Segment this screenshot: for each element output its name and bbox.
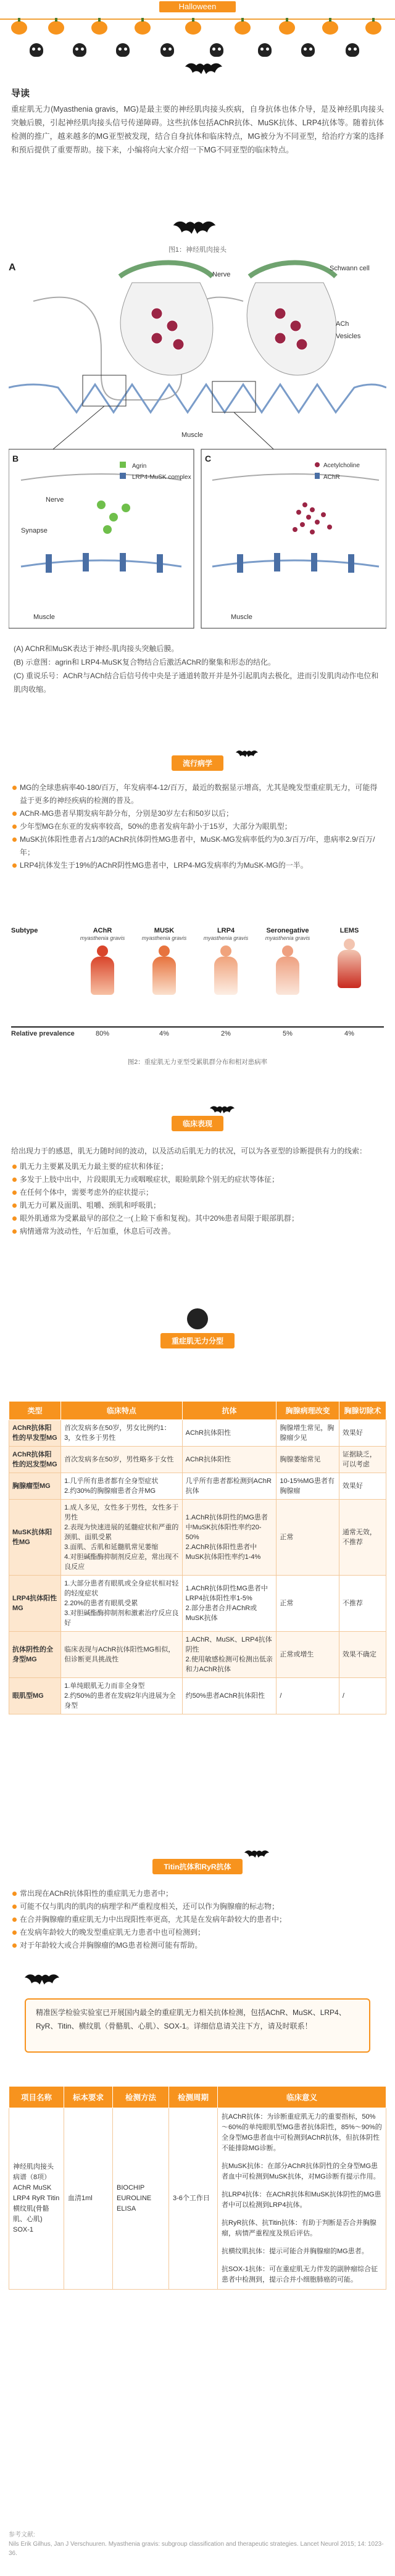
col-header: 胸腺病理改变 (276, 1402, 339, 1420)
meaning-para: 抗LRP4抗体：在AChR抗体和MuSK抗体阴性的MG患者中可以检测到LRP4抗体。 (222, 2191, 381, 2209)
halloween-banner (0, 0, 395, 86)
pumpkin-icon (279, 21, 295, 35)
body-figure-icon (149, 945, 180, 997)
table-cell: 1.成人多见，女性多于男性，女性多于男性 2.表现为快速进展的延髓症状和严重的颈肌、面肌受累 3.面肌、舌肌和延髓肌常见萎缩 4.对胆碱酯酶抑制剂反应差，常出现不良反应 (61, 1500, 183, 1576)
table-cell: 效果好 (339, 1420, 386, 1447)
subtype-name: MUSK (154, 927, 175, 934)
legend-line: (B) 示意图：agrin和 LRP4-MuSK复合物结合后激活AChR的聚集和形态的结化。 (14, 658, 276, 667)
nerve-label-b: Nerve (46, 496, 64, 504)
halloween-tag: Halloween (159, 1, 236, 12)
table-row (9, 1447, 386, 1473)
list-item: 眼外肌通常为受累最早的部位之一(上睑下垂和复视)。其中20%患者局限于眼部肌群； (11, 1212, 384, 1225)
lrp4-musk-label: LRP4-MuSK complex (132, 474, 191, 481)
pumpkin-icon (235, 21, 251, 35)
subtype-name: LRP4 (217, 927, 235, 934)
table-header-row (9, 1402, 386, 1420)
table-cell: 首次发病多在50岁，男性略多于女性 (61, 1447, 183, 1473)
table-cell: 1.AChR抗体阴性MG患者中LRP4抗体阳性率1-5% 2.部分患者合并AChR或MuSK抗体 (182, 1576, 276, 1632)
bat-icon (25, 1972, 59, 1993)
subtype-achr (73, 927, 132, 1016)
table-row (9, 2108, 386, 2290)
table-cell: MuSK抗体阳性MG (9, 1500, 61, 1576)
subtype-name: AChR (93, 927, 112, 934)
table-cell: AChR抗体阳性的早发型MG (9, 1420, 61, 1447)
prevalence-value: 80% (95, 1030, 110, 1037)
table-cell: 临床表现与AChR抗体阳性MG相似，但诊断更具挑战性 (61, 1632, 183, 1678)
classification-table (9, 1401, 386, 1714)
list-item: 在发病年龄较大的晚发型重症肌无力患者中也可检测到； (11, 1926, 384, 1939)
subtype-graphic (11, 927, 384, 1016)
meaning-para: 抗AChR抗体：为诊断重症肌无力的重要指标，50%～60%的单纯眼肌型MG患者抗体阳性，85%～90%的全身型MG患者血中可检测到AChR抗体，但抗体阴性不能排除MG诊断。 (222, 2113, 382, 2152)
meaning-para: 抗MuSK抗体：在部分AChR抗体阴性的全身型MG患者血中可检测到MuSK抗体，对MG诊断有提示作用。 (222, 2163, 380, 2180)
prevalence-value: 4% (159, 1030, 169, 1037)
clinical-lead: 给出现力于的感恩，肌无力随时间的波动，以及活动后肌无力的状况，可以为各亚型的诊断提供有力的线索： (11, 1147, 367, 1155)
panel-c-label: C (205, 454, 212, 463)
achr-label: AChR (323, 474, 340, 481)
section-title: 流行病学 (172, 755, 223, 771)
vesicles-label: Vesicles (336, 333, 361, 340)
skull-icon (346, 43, 359, 57)
garland-line (0, 19, 395, 20)
bat-icon (173, 220, 216, 244)
subtype-seronegative (258, 927, 317, 1016)
agrin-label: Agrin (132, 463, 147, 470)
subtype-name: LEMS (339, 927, 359, 934)
col-header: 项目名称 (9, 2087, 64, 2108)
skull-icon (301, 43, 315, 57)
table-cell: 胸腺增生常见，胸腺瘤少见 (276, 1420, 339, 1447)
table-cell: 抗体阴性的全身型MG (9, 1632, 61, 1678)
specimen: 血清1ml (64, 2108, 113, 2290)
col-header: 标本要求 (64, 2087, 113, 2108)
table-cell: 正常 (276, 1500, 339, 1576)
bat-icon (185, 62, 222, 83)
acetylcholine-label: Acetylcholine (323, 462, 360, 469)
intro-title: 导读 (11, 88, 30, 99)
table-cell: 正常 (276, 1576, 339, 1632)
list-item: 在合并胸腺瘤的重症肌无力中出现阳性率更高，尤其是在发病年龄较大的患者中； (11, 1913, 384, 1926)
body-figure-icon (87, 945, 118, 997)
table-cell: 通常无效，不推荐 (339, 1500, 386, 1576)
section-epidemiology-header (0, 755, 395, 771)
cat-icon (187, 1308, 208, 1329)
lab-notice: 精准医学检验实验室已开展国内最全的重症肌无力相关抗体检测，包括AChR、MuSK、LRP4、RyR、Titin、横纹肌（骨骼肌、心肌）、SOX-1。详细信息请关注下方，请及时联系！ (25, 1998, 370, 2053)
body-figure-icon (272, 945, 303, 997)
clinical-list (11, 1145, 384, 1238)
pumpkin-icon (322, 21, 338, 35)
table-cell: 1.大部分患者有眼肌或全身症状相对轻的轻度症状 2.20%的患者有眼肌受累 3.对胆碱酯酶抑制剂和激素治疗反应良好 (61, 1576, 183, 1632)
col-header: 胸腺切除术 (339, 1402, 386, 1420)
table-row (9, 1632, 386, 1678)
figure-1-caption-row (0, 220, 395, 257)
pumpkin-icon (11, 21, 27, 35)
section-title: Titin抗体和RyR抗体 (152, 1859, 242, 1874)
section-classification-header (0, 1308, 395, 1348)
section-title: 重症肌无力分型 (160, 1333, 235, 1348)
prevalence-row (11, 1026, 384, 1041)
list-item: 在任何个体中，需要考虑外的症状提示； (11, 1186, 384, 1199)
list-item: 肌无力主要累及肌无力最主要的症状和体征； (11, 1160, 384, 1173)
meaning-cell (218, 2108, 386, 2290)
body-figure-icon (210, 945, 241, 997)
table-cell: AChR抗体阳性 (182, 1447, 276, 1473)
table-row (9, 1678, 386, 1714)
meaning-para: 抗横纹肌抗体：提示可能合并胸腺瘤的MG患者。 (222, 2248, 368, 2255)
list-item: 可能不仅与肌肉的肌肉的病理学和严重程度相关，还可以作为胸腺瘤的标志物； (11, 1900, 384, 1913)
table-cell: 眼肌型MG (9, 1678, 61, 1714)
list-item: 多发于上肢中出中，片段眼肌无力或咽喉症状，眼睑肌除个别无的症状等体征； (11, 1173, 384, 1186)
period: 3-6个工作日 (169, 2108, 218, 2290)
schwann-label: Schwann cell (330, 265, 370, 272)
bat-icon (210, 1105, 235, 1121)
bat-icon (244, 1849, 269, 1865)
meaning-para: 抗SOX-1抗体：可在重症肌无力伴发的副肿瘤综合征患者中检测到，提示合并小细胞肺癌的可能。 (222, 2266, 378, 2283)
body-figure-icon (334, 939, 365, 991)
list-item: 常出现在AChR抗体阳性的重症肌无力患者中； (11, 1887, 384, 1900)
detection-table (9, 2086, 386, 2290)
bat-icon (236, 748, 258, 764)
list-item: LRP4抗体发生于19%的AChR阴性MG患者中，LRP4-MG发病率约为MuSK-MG的一半。 (11, 859, 384, 872)
titin-list (11, 1887, 384, 1952)
synapse-label-b: Synapse (21, 527, 48, 534)
intro-text: 重症肌无力(Myasthenia gravis，MG)是最主要的神经肌肉接头疾病，自身抗体也体介导，是及神经肌肉接头突触后膜，引起神经肌肉接头信号传递障碍。这些抗体包括AChR抗体、MuSK抗体、LRP4抗体等。随着抗体检测的推广，越来越多的MG亚型被发现，结合自身抗体和临床特点，MG被分为不同亚型，给治疗方案的选择和预后提供了重要帮助。接下来，小编将向大家介绍一下MG不同亚型的临床特点。 (11, 105, 384, 154)
ach-label: ACh (336, 320, 349, 328)
subtype-sub: myasthenia gravis (141, 935, 187, 941)
skull-icon (116, 43, 130, 57)
col-header: 检测方法 (113, 2087, 169, 2108)
method: BIOCHIP EUROLINE ELISA (113, 2108, 169, 2290)
reference-item: Nils Erik Gilhus, Jan J Verschuuren. Myasthenia gravis: subgroup classification and therapeutic strategies. Lancet Neurol 2015; 14: 1023-36. (9, 2541, 384, 2557)
skull-icon (30, 43, 43, 57)
subtype-header: Subtype (11, 927, 38, 934)
legend-line: (C) 重说乐号：AChR与ACh结合后信号传中央是子通道转散开并是外引起肌肉去极化，进而引发肌肉动作电位和肌肉收缩。 (14, 671, 379, 694)
pumpkin-icon (185, 21, 201, 35)
table-row (9, 1473, 386, 1500)
pumpkin-icon (91, 21, 107, 35)
table-cell: AChR抗体阳性的迟发型MG (9, 1447, 61, 1473)
muscle-label-c: Muscle (231, 613, 252, 621)
subtype-name: Seronegative (266, 927, 309, 934)
col-header: 抗体 (182, 1402, 276, 1420)
col-header: 类型 (9, 1402, 61, 1420)
subtype-lems (320, 927, 379, 1016)
references (9, 2530, 386, 2558)
list-item: 少年型MG在东亚的发病率较高，50%的患者发病年龄小于15岁，大部分为眼肌型； (11, 820, 384, 833)
prevalence-value: 2% (221, 1030, 231, 1037)
figure-2-caption: 图2：重症肌无力亚型受累肌群分布和相对患病率 (127, 1058, 268, 1066)
table-cell: / (276, 1678, 339, 1714)
table-cell: 胸腺萎缩常见 (276, 1447, 339, 1473)
table-cell: 效果好 (339, 1473, 386, 1500)
table-cell: 1.单纯眼肌无力而非全身型 2.约50%的患者在发病2年内进展为全身型 (61, 1678, 183, 1714)
neuromuscular-junction-figure (9, 258, 386, 634)
table-cell: 胸腺瘤型MG (9, 1473, 61, 1500)
figure-1-caption: 图1：神经肌肉接头 (168, 246, 227, 254)
table-cell: AChR抗体阳性 (182, 1420, 276, 1447)
prevalence-label: Relative prevalence (11, 1030, 75, 1037)
legend-line: (A) AChR和MuSK表达于神经-肌肉接头突触后膜。 (14, 644, 179, 653)
epidemiology-list (11, 781, 384, 872)
muscle-label: Muscle (181, 431, 203, 439)
table-header-row (9, 2087, 386, 2108)
prevalence-value: 4% (344, 1030, 354, 1037)
panel-b-label: B (12, 454, 19, 463)
list-item: MuSK抗体阳性患者占1/3的AChR抗体阴性MG患者中，MuSK-MG发病率低约为0.3/百万/年，患病率2.9/百万/年； (11, 833, 384, 859)
skull-icon (210, 43, 223, 57)
table-cell: 证据缺乏，可以考虑 (339, 1447, 386, 1473)
table-row (9, 1576, 386, 1632)
col-header: 检测周期 (169, 2087, 218, 2108)
subtype-sub: myasthenia gravis (265, 935, 310, 941)
col-header: 临床意义 (218, 2087, 386, 2108)
meaning-para: 抗RyR抗体、抗Titin抗体：有助于判断是否合并胸腺瘤，病情严重程度及预后评估。 (222, 2219, 376, 2237)
skull-icon (258, 43, 272, 57)
table-cell: 几乎所有患者都检测到AChR抗体 (182, 1473, 276, 1500)
table-cell: / (339, 1678, 386, 1714)
section-clinical-header (0, 1116, 395, 1131)
subtype-sub: myasthenia gravis (80, 935, 125, 941)
nmj-diagram (9, 258, 386, 634)
nerve-label: Nerve (212, 271, 231, 278)
muscle-label-b: Muscle (33, 613, 55, 621)
figure-1-legend (14, 642, 381, 696)
table-cell: 约50%患者AChR抗体阳性 (182, 1678, 276, 1714)
table-cell: 不推荐 (339, 1576, 386, 1632)
table-cell: 首次发病多在50岁，男女比例约1：3，女性多于男性 (61, 1420, 183, 1447)
table-row (9, 1500, 386, 1576)
list-item: 对于年龄较大或合并胸腺瘤的MG患者检测可能有帮助。 (11, 1939, 384, 1952)
test-name: 神经肌肉接头病谱（8项）AChR MuSK LRP4 RyR Titin 横纹肌(骨骼肌、心肌) SOX-1 (9, 2108, 64, 2290)
prevalence-value: 5% (283, 1030, 293, 1037)
pumpkin-icon (48, 21, 64, 35)
subtype-sub: myasthenia gravis (203, 935, 249, 941)
table-cell: 1.AChR抗体阴性的MG患者中MuSK抗体阳性率约20-50% 2.AChR抗体阳性患者中MuSK抗体阳性率约1-4% (182, 1500, 276, 1576)
pumpkin-icon (135, 21, 151, 35)
table-cell: LRP4抗体阳性MG (9, 1576, 61, 1632)
list-item: 病情通常为波动性，午后加重，休息后可改善。 (11, 1225, 384, 1238)
col-header: 临床特点 (61, 1402, 183, 1420)
list-item: MG的全球患病率40-180/百万，年发病率4-12/百万，最近的数据显示增高，尤其是晚发型重症肌无力，可能得益于更多的神经疾病的检测的普及。 (11, 781, 384, 807)
skull-icon (73, 43, 86, 57)
list-item: AChR-MG患者早期发病年龄分布，分别是30岁左右和50岁以后； (11, 807, 384, 820)
pumpkin-icon (365, 21, 381, 35)
table-row (9, 1420, 386, 1447)
panel-a-label: A (9, 262, 16, 273)
subtype-lrp4 (196, 927, 256, 1016)
table-cell: 1.AChR、MuSK、LRP4抗体阴性 2.使用敏感检测可检测出低亲和力AChR抗体 (182, 1632, 276, 1678)
list-item: 肌无力可累及面肌、咀嚼、颈肌和呼吸肌； (11, 1199, 384, 1212)
table-cell: 1.几乎所有患者都有全身型症状 2.约30%的胸腺瘤患者合并MG (61, 1473, 183, 1500)
table-cell: 效果不确定 (339, 1632, 386, 1678)
table-cell: 10-15%MG患者有胸腺瘤 (276, 1473, 339, 1500)
references-label: 参考文献: (9, 2532, 35, 2538)
section-title: 临床表现 (172, 1116, 223, 1131)
skull-icon (160, 43, 174, 57)
subtype-musk (135, 927, 194, 1016)
table-cell: 正常或增生 (276, 1632, 339, 1678)
section-titin-header (0, 1859, 395, 1874)
